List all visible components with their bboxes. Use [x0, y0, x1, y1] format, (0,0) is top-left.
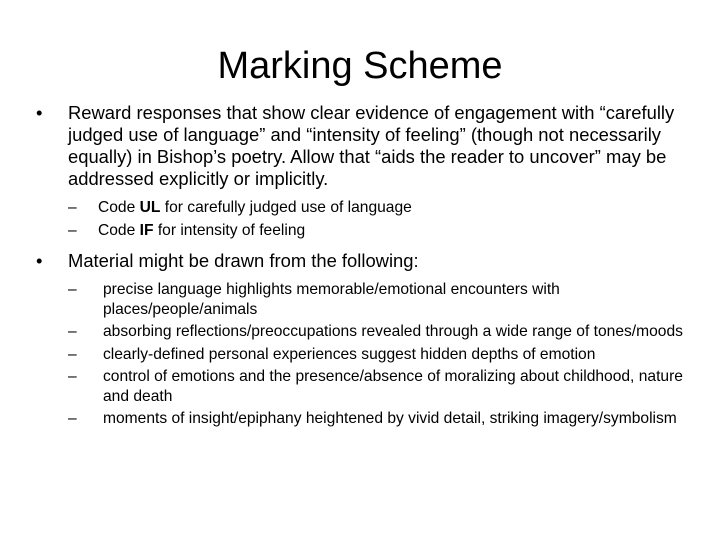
material-item: [68, 280, 690, 319]
dash-glyph: –: [68, 345, 77, 363]
code-description: for carefully judged use of language: [160, 199, 412, 216]
code-item-ul: [68, 198, 690, 218]
material-list: [68, 280, 690, 429]
material-item: [68, 345, 690, 365]
material-item-text: precise language highlights memorable/emotional encounters with places/people/animals: [103, 281, 560, 318]
dash-glyph: –: [68, 410, 77, 427]
code-prefix: Code: [98, 199, 140, 216]
material-item-text: absorbing reflections/preoccupations revealed through a wide range of tones/moods: [103, 323, 683, 340]
dash-glyph: –: [68, 323, 77, 340]
code-description: for intensity of feeling: [153, 221, 306, 239]
code-label-ul: UL: [139, 199, 161, 216]
material-item: [68, 322, 690, 342]
material-item: [68, 409, 690, 429]
slide-body: [30, 102, 690, 439]
code-prefix: Code: [98, 221, 140, 239]
bullet-material: [30, 250, 690, 272]
bullet-glyph: •: [36, 250, 43, 271]
material-item-text: clearly-defined personal experiences suggest hidden depths of emotion: [103, 345, 596, 363]
material-item: [68, 367, 690, 406]
dash-glyph: –: [68, 281, 77, 298]
bullet-reward-responses: [30, 102, 690, 190]
dash-glyph: –: [68, 199, 77, 216]
material-item-text: moments of insight/epiphany heightened by vivid detail, striking imagery/symbolism: [103, 410, 677, 427]
bullet-text: Material might be drawn from the following:: [68, 250, 419, 271]
bullet-glyph: •: [36, 102, 43, 123]
code-item-if: [68, 221, 690, 241]
dash-glyph: –: [68, 368, 77, 385]
code-list: [68, 198, 690, 240]
code-label-if: IF: [139, 221, 154, 239]
slide-title: Marking Scheme: [217, 45, 503, 87]
material-item-text: control of emotions and the presence/absence of moralizing about childhood, nature and death: [103, 368, 683, 405]
bullet-text: Reward responses that show clear evidence of engagement with “carefully judged use of language” and “intensity of feeling” (though not necessarily equally) in Bishop’s poetry. Allow that “aids the reader to uncover” may be addressed explicitly or implicitly.: [68, 102, 675, 189]
dash-glyph: –: [68, 221, 77, 239]
